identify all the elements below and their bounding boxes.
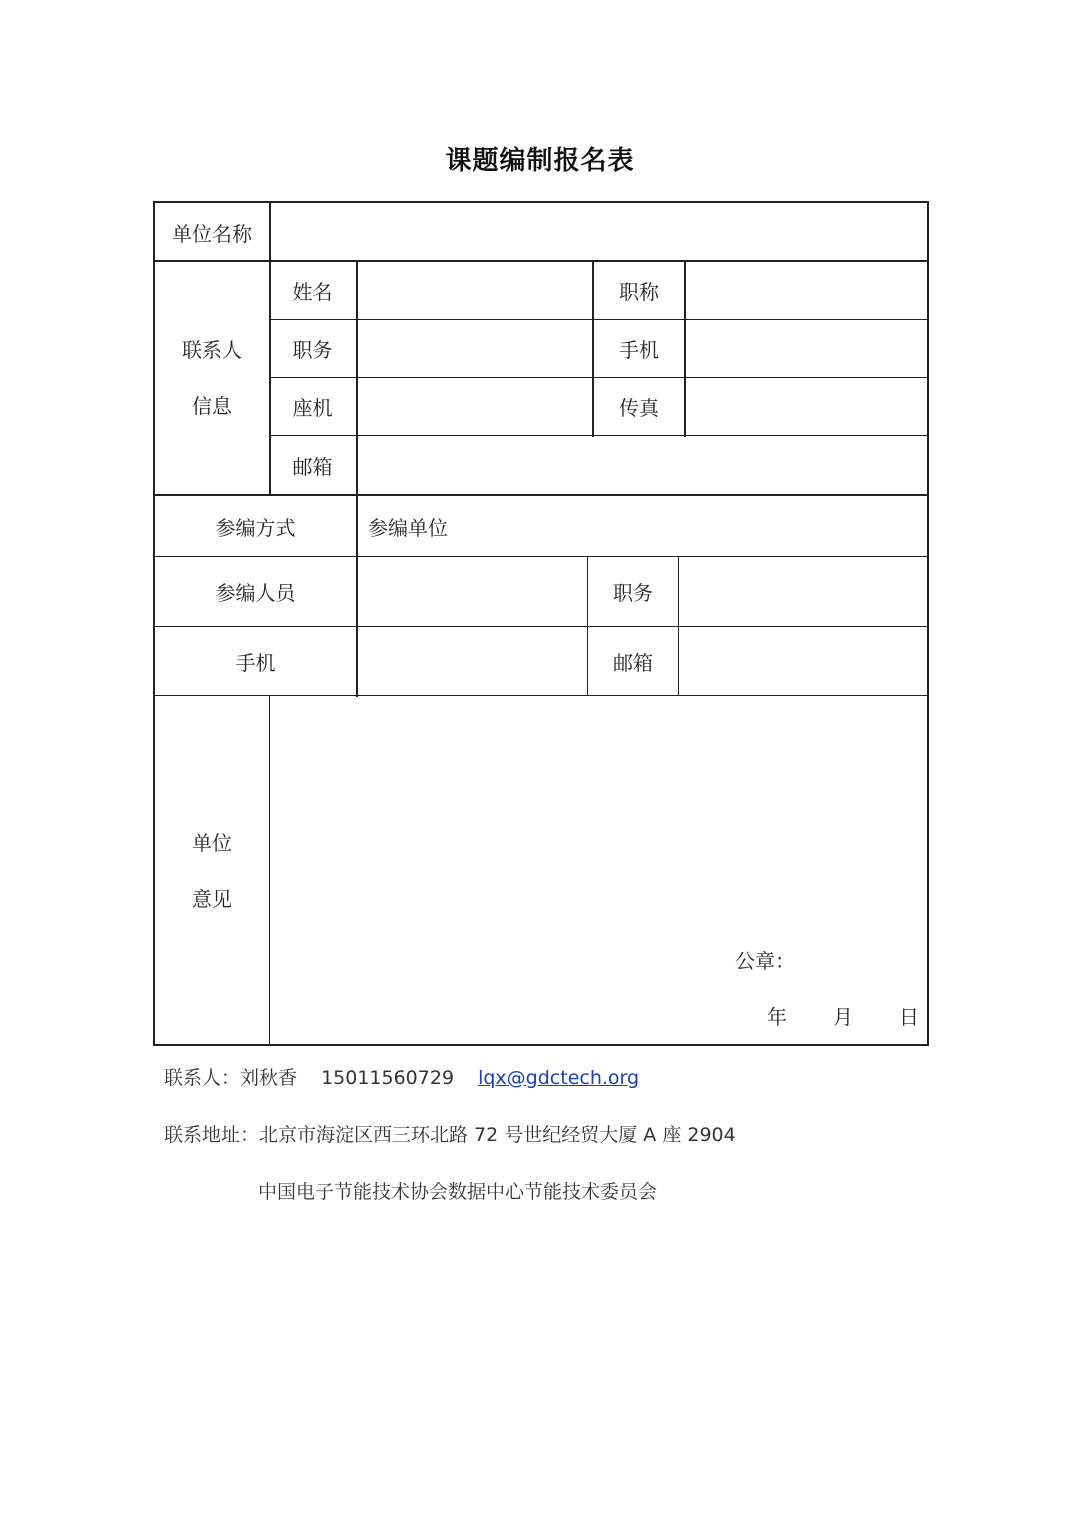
contact-info-label-line2: 信息 [192, 393, 232, 418]
opinion-label [155, 696, 269, 1045]
landline-field[interactable] [358, 378, 592, 435]
participants-position-field[interactable] [679, 557, 927, 626]
participants-email-field[interactable] [679, 627, 927, 695]
email-label: 邮箱 [292, 454, 333, 479]
participants-label: 参编人员 [215, 581, 296, 605]
participants-mobile-field[interactable] [358, 627, 587, 695]
registration-form-table [153, 201, 929, 1046]
footer-address: 联系地址：北京市海淀区西三环北路 72 号世纪经贸大厦 A 座 2904 [164, 1124, 736, 1146]
footer-contact-line [164, 1063, 639, 1090]
opinion-label-line2: 意见 [192, 886, 232, 911]
seal-label: 公章： [735, 949, 795, 973]
footer-email-link[interactable]: lqx@gdctech.org [478, 1067, 640, 1089]
title-field[interactable] [686, 261, 927, 319]
month-label: 月 [833, 1005, 853, 1029]
email-field[interactable] [358, 436, 927, 494]
fax-label: 传真 [619, 396, 659, 420]
unit-name-label: 单位名称 [172, 221, 252, 246]
participation-label: 参编方式 [215, 515, 296, 540]
position-field[interactable] [358, 320, 592, 377]
participation-value[interactable]: 参编单位 [368, 515, 448, 540]
name-label: 姓名 [292, 279, 333, 304]
mobile-label: 手机 [619, 338, 659, 362]
name-field[interactable] [358, 261, 592, 319]
col-divider [269, 695, 270, 1045]
contact-info-label-line1: 联系人 [182, 337, 242, 362]
participants-mobile-label: 手机 [235, 650, 276, 675]
mobile-field[interactable] [686, 320, 927, 377]
opinion-field[interactable] [271, 696, 927, 1045]
landline-label: 座机 [292, 396, 333, 420]
title-label: 职称 [619, 279, 659, 304]
footer-organization: 中国电子节能技术协会数据中心节能技术委员会 [258, 1181, 658, 1203]
contact-info-label [155, 261, 269, 494]
opinion-label-line1: 单位 [192, 830, 232, 855]
position-label: 职务 [292, 338, 333, 362]
footer-contact-label: 联系人：刘秋香 [164, 1067, 298, 1089]
unit-name-field[interactable] [271, 203, 927, 261]
fax-field[interactable] [686, 378, 927, 435]
participants-email-label: 邮箱 [613, 650, 653, 675]
footer-phone: 15011560729 [321, 1067, 455, 1089]
participants-field[interactable] [358, 557, 587, 626]
form-title: 课题编制报名表 [445, 146, 635, 176]
day-label: 日 [899, 1005, 919, 1029]
year-label: 年 [767, 1005, 787, 1029]
participants-position-label: 职务 [613, 581, 653, 605]
